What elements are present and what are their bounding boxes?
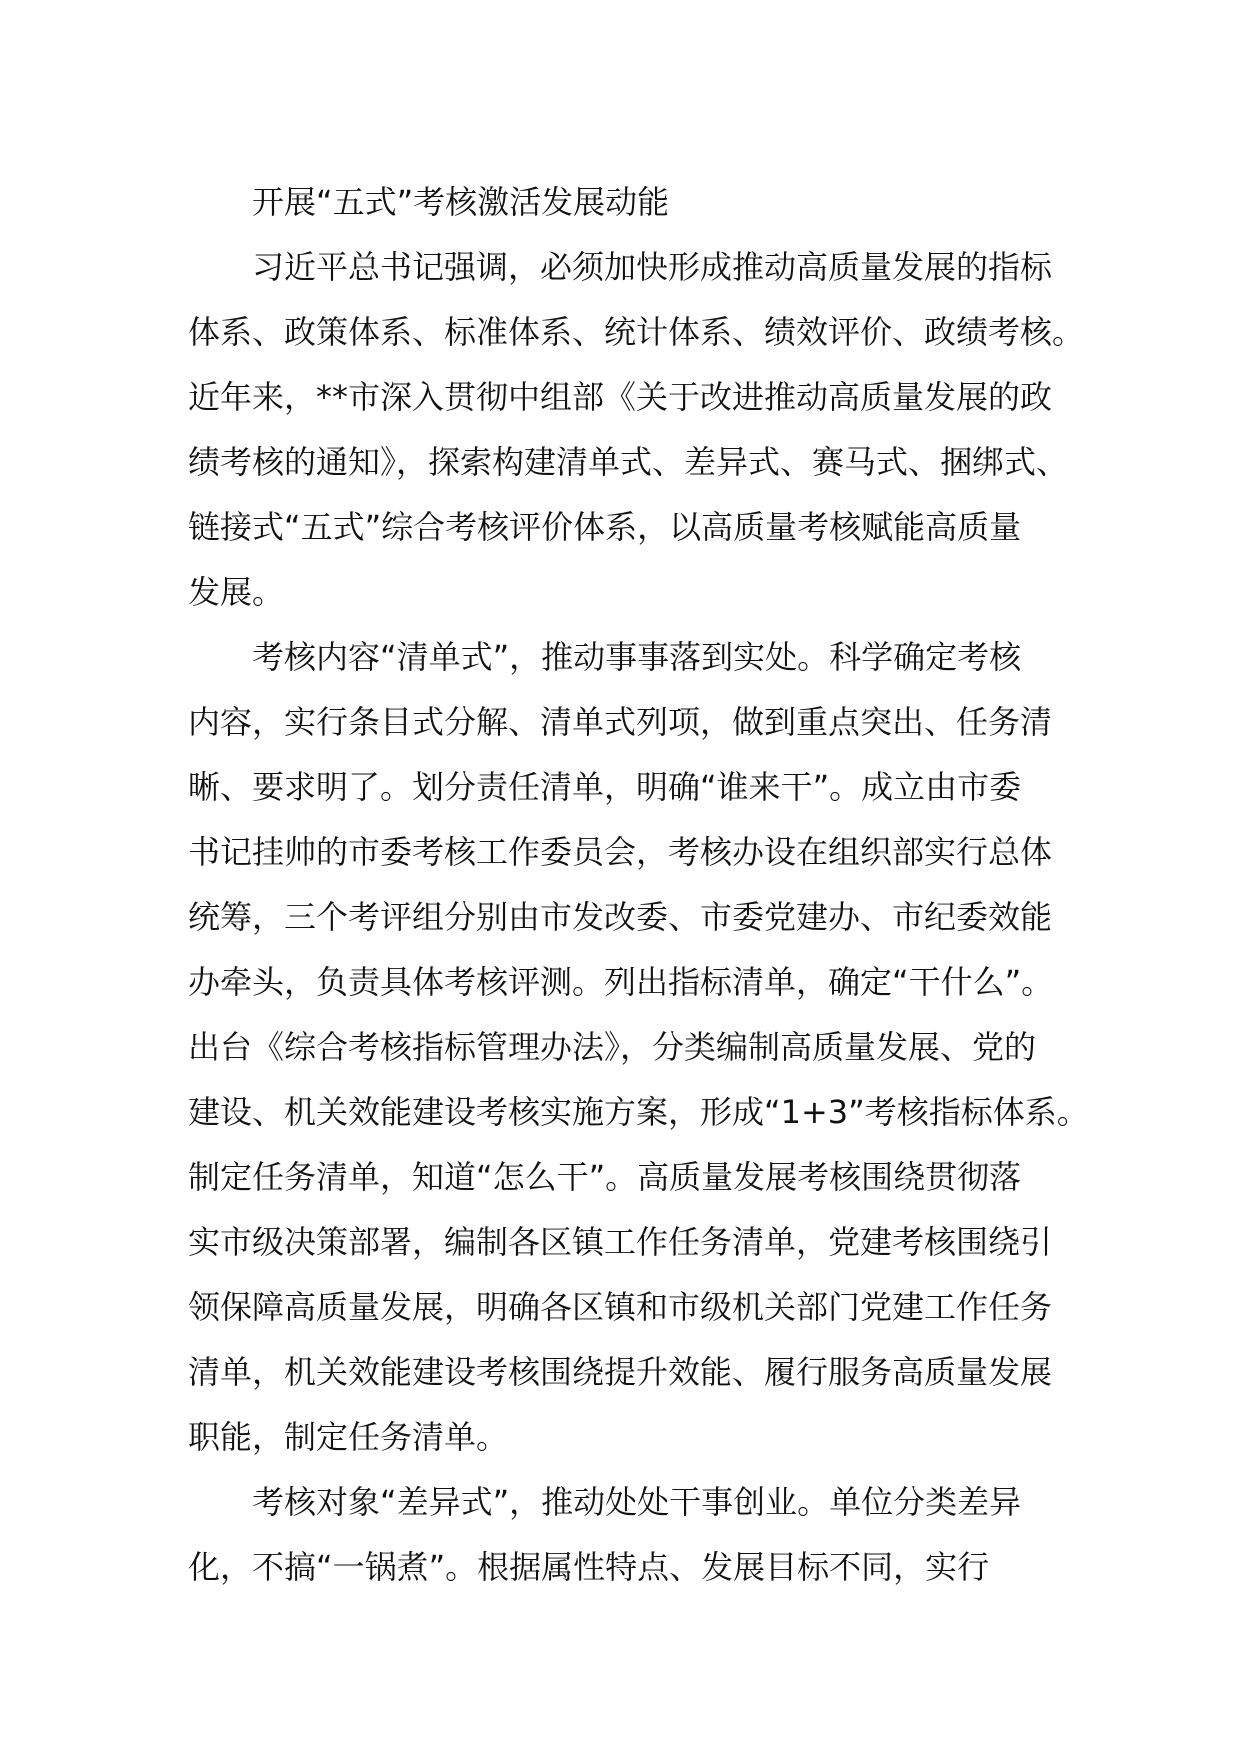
- text-line: 晰、要求明了。划分责任清单，明确“谁来干”。成立由市委: [188, 768, 1022, 806]
- text-line: 书记挂帅的市委考核工作委员会，考核办设在组织部实行总体: [188, 833, 1053, 871]
- paragraph-checklist: [188, 625, 1089, 1470]
- text-line: 考核内容“清单式”，推动事事落到实处。科学确定考核: [252, 638, 1022, 676]
- text-line: 统筹，三个考评组分别由市发改委、市委党建办、市纪委效能: [188, 898, 1053, 936]
- text-line: 绩考核的通知》，探索构建清单式、差异式、赛马式、捆绑式、: [188, 443, 1069, 481]
- text-line: 出台《综合考核指标管理办法》，分类编制高质量发展、党的: [188, 1028, 1037, 1066]
- text-line: 发展。: [188, 573, 285, 611]
- text-line: 办牵头，负责具体考核评测。列出指标清单，确定“干什么”。: [188, 963, 1054, 1001]
- paragraph-differentiated: [188, 1470, 1080, 1600]
- text-line: 内容，实行条目式分解、清单式列项，做到重点突出、任务清: [188, 703, 1053, 741]
- text-line: 领保障高质量发展，明确各区镇和市级机关部门党建工作任务: [188, 1288, 1053, 1326]
- text-line: 化，不搞“一锅煮”。根据属性特点、发展目标不同，实行: [188, 1548, 990, 1586]
- text-line: 近年来，**市深入贯彻中组部《关于改进推动高质量发展的政: [188, 378, 1053, 416]
- text-line: 习近平总书记强调，必须加快形成推动高质量发展的指标: [252, 248, 1053, 286]
- text-line: 实市级决策部署，编制各区镇工作任务清单，党建考核围绕引: [188, 1223, 1053, 1261]
- text-line: 考核对象“差异式”，推动处处干事创业。单位分类差异: [252, 1483, 1022, 1521]
- text-line: 制定任务清单，知道“怎么干”。高质量发展考核围绕贯彻落: [188, 1158, 1022, 1196]
- text-line: 体系、政策体系、标准体系、统计体系、绩效评价、政绩考核。: [188, 313, 1085, 351]
- document-title: 开展“五式”考核激活发展动能: [252, 183, 670, 221]
- text-line: 链接式“五式”综合考核评价体系，以高质量考核赋能高质量: [188, 508, 1022, 546]
- text-line: 职能，制定任务清单。: [188, 1418, 509, 1456]
- text-line: 建设、机关效能建设考核实施方案，形成“1+3”考核指标体系。: [188, 1093, 1089, 1131]
- document-body: [188, 170, 1089, 1600]
- text-line: 清单，机关效能建设考核围绕提升效能、履行服务高质量发展: [188, 1353, 1053, 1391]
- paragraph-intro: [188, 235, 1085, 625]
